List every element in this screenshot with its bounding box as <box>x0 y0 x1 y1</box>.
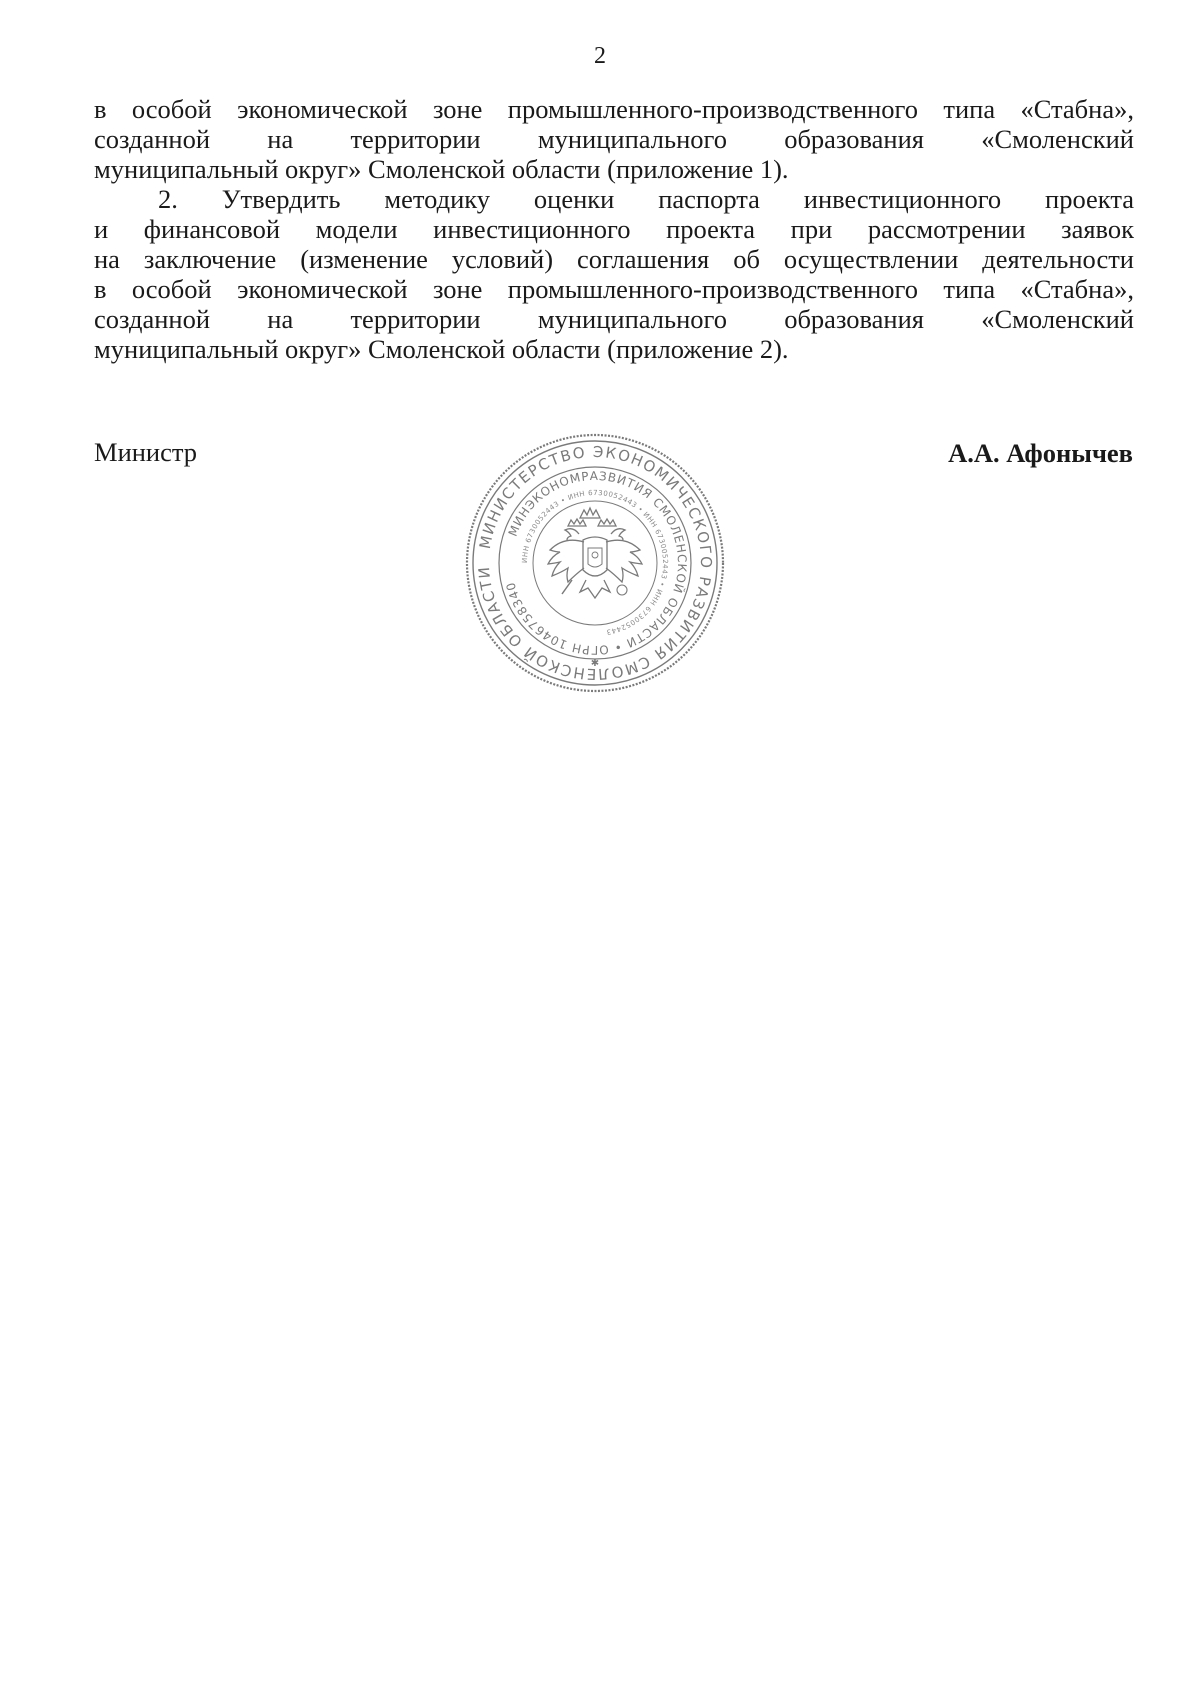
text-line: в особой экономической зоне промышленного-производственного типа «Стабна», <box>94 94 1134 124</box>
official-seal <box>462 430 728 696</box>
text-line: созданной на территории муниципального образования «Смоленский <box>94 304 1134 334</box>
signer-name: А.А. Афонычев <box>948 438 1133 468</box>
paragraph-2 <box>94 184 1134 364</box>
text-line: муниципальный округ» Смоленской области (приложение 2). <box>94 334 789 364</box>
page-number: 2 <box>594 43 606 69</box>
text-line: муниципальный округ» Смоленской области (приложение 1). <box>94 154 789 184</box>
text-line: в особой экономической зоне промышленного-производственного типа «Стабна», <box>94 274 1134 304</box>
svg-text:МИНИСТЕРСТВО ЭКОНОМИЧЕСКОГО РА: МИНИСТЕРСТВО ЭКОНОМИЧЕСКОГО РАЗВИТИЯ СМОЛЕНСКОЙ ОБЛАСТИ <box>474 442 716 684</box>
text-line: созданной на территории муниципального образования «Смоленский <box>94 124 1134 154</box>
paragraph-1 <box>94 94 1134 184</box>
svg-text:ИНН 6730052443 • ИНН 673005244: ИНН 6730052443 • ИНН 6730052443 • ИНН 6730052443 • ИНН 6730052443 <box>520 488 670 637</box>
signer-title: Министр <box>94 437 198 467</box>
star-icon: ✱ <box>590 658 600 669</box>
text-line: 2. Утвердить методику оценки паспорта инвестиционного проекта <box>158 184 1134 214</box>
text-line: и финансовой модели инвестиционного проекта при рассмотрении заявок <box>94 214 1134 244</box>
eagle-emblem-icon <box>548 508 642 598</box>
text-line: на заключение (изменение условий) соглашения об осуществлении деятельности <box>94 244 1134 274</box>
svg-text:МИНЭКОНОМРАЗВИТИЯ СМОЛЕНСКОЙ О: МИНЭКОНОМРАЗВИТИЯ СМОЛЕНСКОЙ ОБЛАСТИ • ОГРН 1046758340 <box>503 468 690 658</box>
document-body <box>94 94 1134 364</box>
